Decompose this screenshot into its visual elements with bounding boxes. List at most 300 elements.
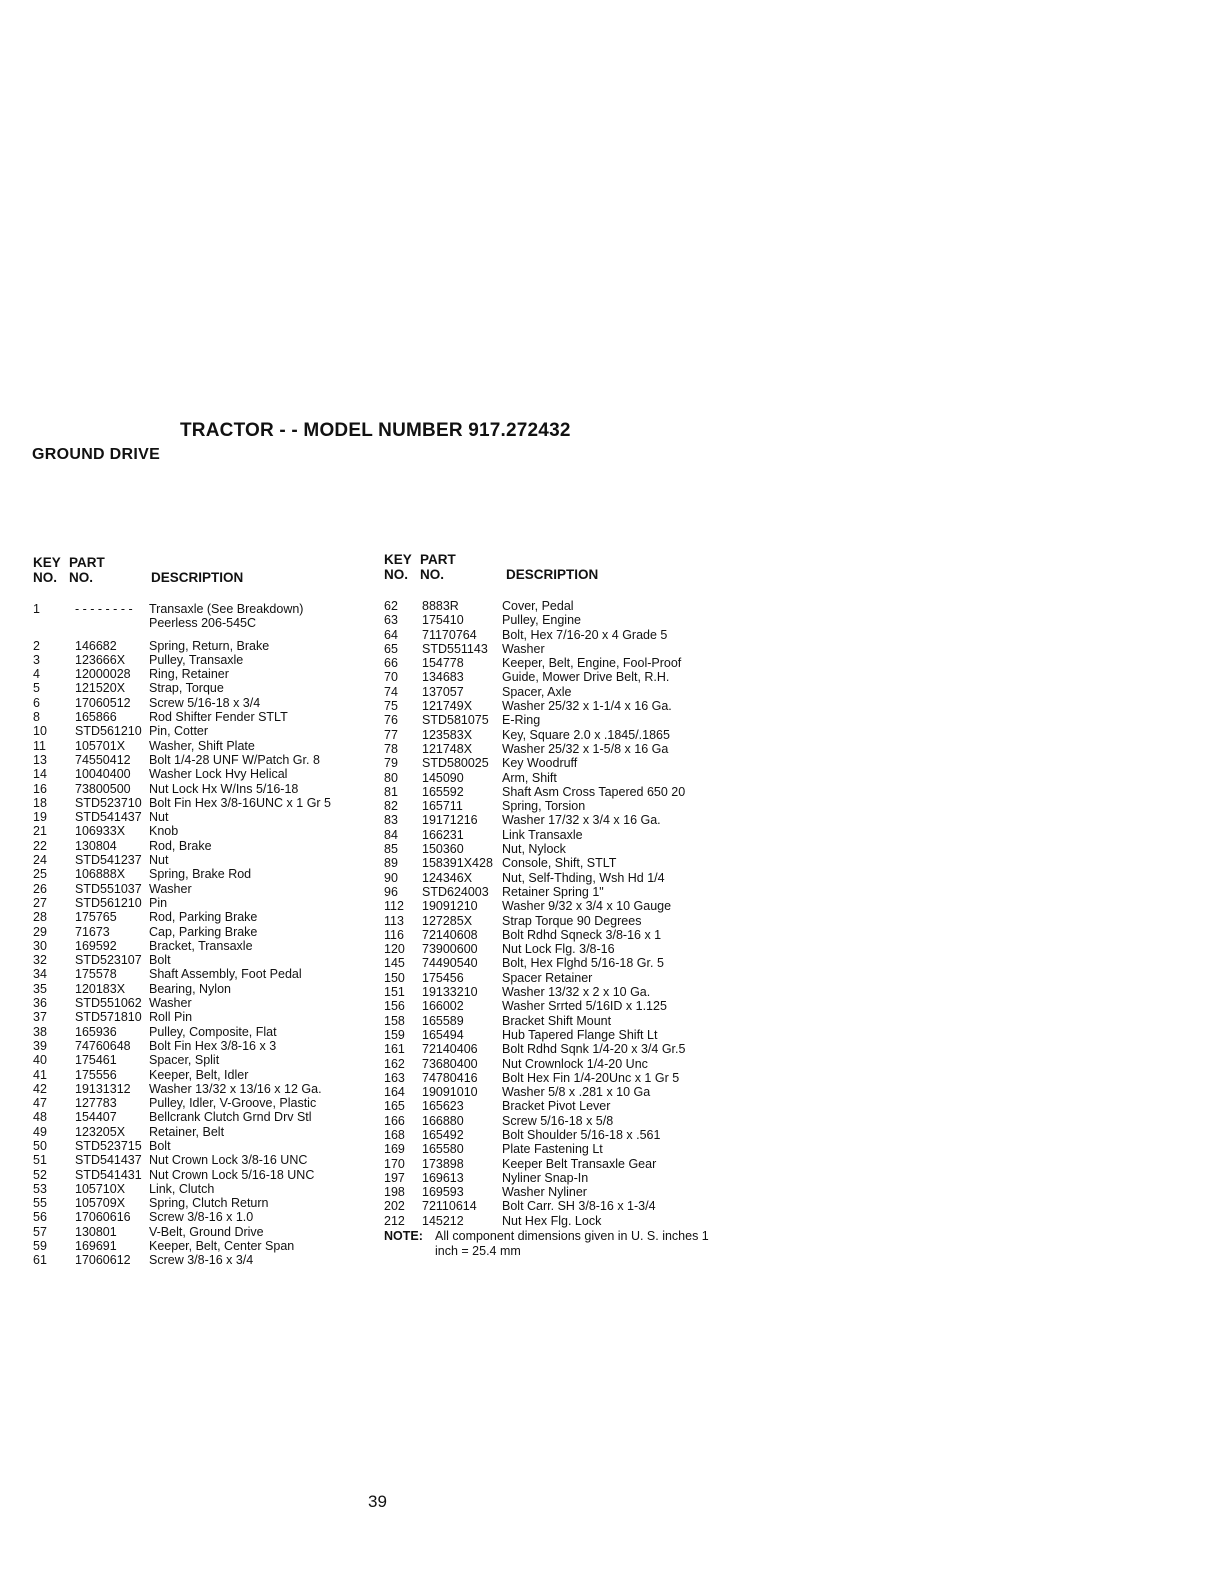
part-no: 175556: [75, 1067, 117, 1082]
description: Bracket, Transaxle: [149, 938, 253, 953]
part-no: 17060612: [75, 1253, 131, 1268]
key-no: 10: [33, 724, 47, 739]
part-no: STD541237: [75, 853, 142, 868]
key-header-top: KEY: [33, 555, 61, 570]
key-no: 120: [384, 942, 405, 957]
table-body: [33, 602, 379, 1268]
table-row: [384, 742, 742, 756]
table-row: [33, 882, 379, 896]
table-row: [33, 1082, 379, 1096]
key-no: 64: [384, 627, 398, 642]
description: Spacer, Split: [149, 1053, 220, 1068]
table-row: [384, 785, 742, 799]
key-no: 168: [384, 1127, 405, 1142]
description: Rod Shifter Fender STLT: [149, 710, 288, 725]
part-header-bottom: NO.: [69, 570, 94, 585]
key-no: 161: [384, 1042, 405, 1057]
description: Nut Crown Lock 5/16-18 UNC: [149, 1167, 315, 1182]
key-no: 8: [33, 710, 40, 725]
part-no: 74780416: [422, 1070, 478, 1085]
description: Washer 9/32 x 3/4 x 10 Gauge: [502, 899, 672, 914]
key-no: 166: [384, 1113, 405, 1128]
key-no: 66: [384, 656, 398, 671]
part-no: 120183X: [75, 981, 126, 996]
table-row: [33, 1225, 379, 1239]
table-row: [384, 1214, 742, 1228]
description: Bellcrank Clutch Grnd Drv Stl: [149, 1110, 312, 1125]
key-no: 37: [33, 1010, 47, 1025]
key-no: 16: [33, 781, 47, 796]
part-no: STD561210: [75, 724, 142, 739]
key-no: 212: [384, 1213, 405, 1228]
key-no: 18: [33, 795, 47, 810]
table-row: [33, 753, 379, 767]
description: Screw 3/8-16 x 1.0: [149, 1210, 254, 1225]
table-row: [33, 1139, 379, 1153]
table-row: [33, 639, 379, 653]
description: Bolt Rdhd Sqnk 1/4-20 x 3/4 Gr.5: [502, 1042, 686, 1057]
key-no: 48: [33, 1110, 47, 1125]
part-no: 169691: [75, 1239, 117, 1254]
key-no: 2: [33, 638, 40, 653]
key-no: 164: [384, 1085, 405, 1100]
table-row: [33, 1039, 379, 1053]
dimension-note: [384, 1229, 742, 1258]
key-no: 81: [384, 784, 398, 799]
table-row: [384, 1071, 742, 1085]
key-no: 11: [33, 738, 46, 753]
table-row: [384, 1042, 742, 1056]
table-row: [384, 956, 742, 970]
table-row: [384, 928, 742, 942]
key-no: 13: [33, 752, 47, 767]
key-no: 30: [33, 938, 47, 953]
key-no: 21: [33, 824, 47, 839]
table-row: [33, 910, 379, 924]
key-no: 82: [384, 799, 398, 814]
description: E-Ring: [502, 713, 541, 728]
description: Pulley, Transaxle: [149, 652, 244, 667]
table-row: [33, 1196, 379, 1210]
description: Keeper, Belt, Engine, Fool-Proof: [502, 656, 682, 671]
key-no: 56: [33, 1210, 47, 1225]
description: Washer Lock Hvy Helical: [149, 767, 288, 782]
part-no: 73680400: [422, 1056, 478, 1071]
key-no: 77: [384, 727, 398, 742]
table-row: [384, 971, 742, 985]
part-no: 165623: [422, 1099, 464, 1114]
part-no: STD551143: [422, 641, 488, 656]
key-no: 163: [384, 1070, 405, 1085]
table-row: [33, 996, 379, 1010]
description: Spring, Return, Brake: [149, 638, 270, 653]
description: Nut Lock Hx W/Ins 5/16-18: [149, 781, 299, 796]
part-no: 73900600: [422, 942, 478, 957]
description: Bolt Hex Fin 1/4-20Unc x 1 Gr 5: [502, 1070, 680, 1085]
key-no: 90: [384, 870, 398, 885]
key-no: 202: [384, 1199, 405, 1214]
part-no: 166002: [422, 999, 464, 1014]
key-no: 76: [384, 713, 398, 728]
table-row: [33, 739, 379, 753]
description: Shaft Asm Cross Tapered 650 20: [502, 784, 686, 799]
description: Pulley, Engine: [502, 613, 581, 628]
description: Washer Srrted 5/16ID x 1.125: [502, 999, 667, 1014]
description: Washer: [502, 641, 545, 656]
part-no: 105701X: [75, 738, 126, 753]
note-label: NOTE:: [384, 1229, 423, 1244]
key-no: 49: [33, 1124, 47, 1139]
part-no: 105710X: [75, 1181, 126, 1196]
key-no: 96: [384, 884, 398, 899]
key-no: 28: [33, 910, 47, 925]
part-no: 166880: [422, 1113, 464, 1128]
part-no: 121520X: [75, 681, 126, 696]
key-header-bottom: NO.: [384, 567, 409, 582]
key-no: 113: [384, 913, 404, 928]
key-no: 80: [384, 770, 398, 785]
table-row: [384, 1199, 742, 1213]
key-no: 19: [33, 810, 47, 825]
description: Washer 25/32 x 1-1/4 x 16 Ga.: [502, 699, 672, 714]
part-no: 175765: [75, 910, 117, 925]
part-no: 19133210: [422, 985, 478, 1000]
key-no: 198: [384, 1185, 405, 1200]
key-no: 51: [33, 1153, 47, 1168]
key-no: 162: [384, 1056, 405, 1071]
description: Bearing, Nylon: [149, 981, 231, 996]
table-row: [33, 1239, 379, 1253]
table-row: [33, 853, 379, 867]
part-no: 166231: [422, 827, 464, 842]
key-no: 158: [384, 1013, 405, 1028]
part-no: 71673: [75, 924, 110, 939]
table-row: [33, 1210, 379, 1224]
table-row: [384, 856, 742, 870]
key-no: 5: [33, 681, 40, 696]
table-row: [384, 670, 742, 684]
description: Keeper, Belt, Center Span: [149, 1239, 295, 1254]
table-row: [33, 867, 379, 881]
key-header-bottom: NO.: [33, 570, 58, 585]
key-no: 32: [33, 953, 47, 968]
key-no: 83: [384, 813, 398, 828]
part-no: STD523715: [75, 1138, 142, 1153]
description: Peerless 206-545C: [149, 616, 257, 631]
table-row: [33, 824, 379, 838]
table-row: [384, 1171, 742, 1185]
table-row: [384, 685, 742, 699]
key-no: 159: [384, 1027, 405, 1042]
part-no: 72140406: [422, 1042, 478, 1057]
table-row: [384, 628, 742, 642]
table-row: [384, 1014, 742, 1028]
key-no: 75: [384, 699, 398, 714]
table-row: [384, 813, 742, 827]
table-row: [384, 842, 742, 856]
part-no: 134683: [422, 670, 464, 685]
description: Retainer, Belt: [149, 1124, 225, 1139]
table-row: [384, 1185, 742, 1199]
description: Bolt 1/4-28 UNF W/Patch Gr. 8: [149, 752, 320, 767]
description: Bolt, Hex Flghd 5/16-18 Gr. 5: [502, 956, 664, 971]
part-no: 165936: [75, 1024, 117, 1039]
table-row: [33, 810, 379, 824]
description: Bracket Shift Mount: [502, 1013, 612, 1028]
table-row: [384, 1142, 742, 1156]
key-no: 156: [384, 999, 405, 1014]
part-no: 19091010: [422, 1085, 478, 1100]
table-row: [33, 896, 379, 910]
key-no: 34: [33, 967, 47, 982]
key-no: 84: [384, 827, 398, 842]
table-row: [33, 710, 379, 724]
description: Bolt Fin Hex 3/8-16 x 3: [149, 1038, 277, 1053]
table-row: [384, 728, 742, 742]
key-no: 79: [384, 756, 398, 771]
description: Keeper Belt Transaxle Gear: [502, 1156, 657, 1171]
table-row: [33, 681, 379, 695]
key-no: 170: [384, 1156, 405, 1171]
parts-table-left: [33, 556, 379, 1268]
description: Washer Nyliner: [502, 1185, 587, 1200]
description: Strap Torque 90 Degrees: [502, 913, 642, 928]
part-no: 130804: [75, 838, 117, 853]
description: V-Belt, Ground Drive: [149, 1224, 264, 1239]
description: Spacer Retainer: [502, 970, 593, 985]
description: Plate Fastening Lt: [502, 1142, 603, 1157]
key-no: 47: [33, 1096, 47, 1111]
part-no: 123583X: [422, 727, 473, 742]
part-no: STD541437: [75, 1153, 142, 1168]
description: Screw 5/16-18 x 3/4: [149, 695, 261, 710]
description: Key, Square 2.0 x .1845/.1865: [502, 727, 670, 742]
table-row: [384, 1099, 742, 1113]
parts-table-right: [384, 553, 742, 1258]
part-no: STD551037: [75, 881, 142, 896]
description: Nyliner Snap-In: [502, 1170, 589, 1185]
note-text: All component dimensions given in U. S. inches 1 inch = 25.4 mm: [435, 1229, 709, 1258]
table-row: [33, 1096, 379, 1110]
key-no: 55: [33, 1196, 47, 1211]
description: Washer 13/32 x 2 x 10 Ga.: [502, 985, 651, 1000]
description: Nut Hex Flg. Lock: [502, 1213, 602, 1228]
part-no: 150360: [422, 842, 464, 857]
part-no: 74550412: [75, 752, 131, 767]
part-no: 165492: [422, 1127, 464, 1142]
part-no: STD624003: [422, 884, 489, 899]
part-no: 173898: [422, 1156, 464, 1171]
description: Transaxle (See Breakdown): [149, 602, 304, 616]
key-no: 70: [384, 670, 398, 685]
key-no: 14: [33, 767, 47, 782]
table-row: [384, 1057, 742, 1071]
description: Bolt Shoulder 5/16-18 x .561: [502, 1127, 661, 1142]
key-no: 24: [33, 853, 47, 868]
table-row: [384, 899, 742, 913]
part-header-bottom: NO.: [420, 567, 445, 582]
part-no: STD571810: [75, 1010, 142, 1025]
description: Bolt: [149, 1138, 171, 1153]
table-row: [384, 713, 742, 727]
part-no: 17060616: [75, 1210, 131, 1225]
key-no: 151: [384, 985, 405, 1000]
key-no: 38: [33, 1024, 47, 1039]
table-row: [33, 1253, 379, 1267]
table-row: [384, 942, 742, 956]
table-row: [384, 771, 742, 785]
table-row: [33, 616, 379, 630]
key-no: 50: [33, 1138, 47, 1153]
part-no: 123205X: [75, 1124, 126, 1139]
part-no: 165589: [422, 1013, 464, 1028]
description: Nut Crown Lock 3/8-16 UNC: [149, 1153, 308, 1168]
part-no: 106933X: [75, 824, 126, 839]
description: Nut Lock Flg. 3/8-16: [502, 942, 615, 957]
table-row: [384, 828, 742, 842]
key-header-top: KEY: [384, 552, 412, 567]
table-body: [384, 599, 742, 1228]
part-no: 175578: [75, 967, 117, 982]
key-no: 65: [384, 641, 398, 656]
table-row: [33, 1110, 379, 1124]
part-no: 175410: [422, 613, 464, 628]
table-row: [33, 1153, 379, 1167]
key-no: 150: [384, 970, 405, 985]
part-no: 175461: [75, 1053, 117, 1068]
description: Arm, Shift: [502, 770, 557, 785]
description: Bolt Rdhd Sqneck 3/8-16 x 1: [502, 927, 662, 942]
key-no: 42: [33, 1081, 47, 1096]
part-no: 74490540: [422, 956, 478, 971]
part-no: 175456: [422, 970, 464, 985]
table-row: [384, 599, 742, 613]
description: Spring, Brake Rod: [149, 867, 252, 882]
part-no: 12000028: [75, 667, 131, 682]
table-row: [384, 1128, 742, 1142]
description: Screw 5/16-18 x 5/8: [502, 1113, 614, 1128]
table-row: [33, 839, 379, 853]
key-no: 116: [384, 927, 404, 942]
description-header: DESCRIPTION: [506, 567, 599, 582]
table-row: [33, 1182, 379, 1196]
part-no: STD523107: [75, 953, 142, 968]
part-no: 19131312: [75, 1081, 131, 1096]
part-no: - - - - - - - -: [75, 602, 133, 616]
key-no: 40: [33, 1053, 47, 1068]
description: Rod, Brake: [149, 838, 212, 853]
table-row: [33, 1010, 379, 1024]
part-no: 127783: [75, 1096, 117, 1111]
description: Spacer, Axle: [502, 684, 572, 699]
key-no: 4: [33, 667, 40, 682]
part-no: STD580025: [422, 756, 489, 771]
key-no: 165: [384, 1099, 405, 1114]
description: Pin: [149, 895, 168, 910]
part-no: [75, 616, 149, 630]
key-no: 59: [33, 1239, 47, 1254]
part-no: 154407: [75, 1110, 117, 1125]
table-row: [384, 1114, 742, 1128]
key-no: 112: [384, 899, 404, 914]
part-no: 74760648: [75, 1038, 131, 1053]
description: Washer: [149, 881, 192, 896]
table-row: [33, 1168, 379, 1182]
part-no: 145090: [422, 770, 464, 785]
description: Guide, Mower Drive Belt, R.H.: [502, 670, 670, 685]
part-no: 72140608: [422, 927, 478, 942]
table-row: [384, 999, 742, 1013]
table-row: [33, 696, 379, 710]
description: Nut, Self-Thding, Wsh Hd 1/4: [502, 870, 665, 885]
part-no: 154778: [422, 656, 464, 671]
part-no: 145212: [422, 1213, 464, 1228]
description: Shaft Assembly, Foot Pedal: [149, 967, 302, 982]
key-no: 27: [33, 895, 47, 910]
table-row: [33, 939, 379, 953]
part-no: 169592: [75, 938, 117, 953]
table-row: [384, 613, 742, 627]
table-row: [33, 1053, 379, 1067]
description: Spring, Clutch Return: [149, 1196, 269, 1211]
table-row: [384, 642, 742, 656]
page-number: 39: [368, 1492, 387, 1511]
part-no: 165866: [75, 710, 117, 725]
description: Spring, Torsion: [502, 799, 586, 814]
part-no: STD541437: [75, 810, 142, 825]
part-no: 121749X: [422, 699, 473, 714]
table-row: [384, 885, 742, 899]
part-no: 72110614: [422, 1199, 477, 1214]
table-row: [33, 667, 379, 681]
part-no: 105709X: [75, 1196, 126, 1211]
table-row: [33, 967, 379, 981]
key-no: 197: [384, 1170, 405, 1185]
part-no: 71170764: [422, 627, 477, 642]
description-header: DESCRIPTION: [151, 570, 244, 585]
part-no: 19091210: [422, 899, 478, 914]
part-no: 165592: [422, 784, 464, 799]
description: Bolt Fin Hex 3/8-16UNC x 1 Gr 5: [149, 795, 332, 810]
key-no: 1: [33, 602, 40, 616]
description: Pulley, Idler, V-Groove, Plastic: [149, 1096, 317, 1111]
description: Cover, Pedal: [502, 599, 574, 613]
description: Pin, Cotter: [149, 724, 209, 739]
description: Hub Tapered Flange Shift Lt: [502, 1027, 658, 1042]
description: Washer 25/32 x 1-5/8 x 16 Ga: [502, 741, 669, 756]
description: Washer, Shift Plate: [149, 738, 255, 753]
key-no: 57: [33, 1224, 47, 1239]
description: Strap, Torque: [149, 681, 224, 696]
description: Rod, Parking Brake: [149, 910, 258, 925]
table-row: [384, 1028, 742, 1042]
key-no: 78: [384, 741, 398, 756]
description: Washer 17/32 x 3/4 x 16 Ga.: [502, 813, 661, 828]
description: Washer 5/8 x .281 x 10 Ga: [502, 1085, 651, 1100]
part-no: 124346X: [422, 870, 473, 885]
description: Nut Crownlock 1/4-20 Unc: [502, 1056, 648, 1071]
part-no: 17060512: [75, 695, 131, 710]
key-no: 25: [33, 867, 47, 882]
table-row: [33, 796, 379, 810]
description: Key Woodruff: [502, 756, 578, 771]
table-row: [384, 1085, 742, 1099]
description: Washer 13/32 x 13/16 x 12 Ga.: [149, 1081, 322, 1096]
part-no: 158391X428: [422, 856, 493, 871]
description: Console, Shift, STLT: [502, 856, 617, 871]
key-no: 41: [33, 1067, 47, 1082]
description: Nut, Nylock: [502, 842, 566, 857]
